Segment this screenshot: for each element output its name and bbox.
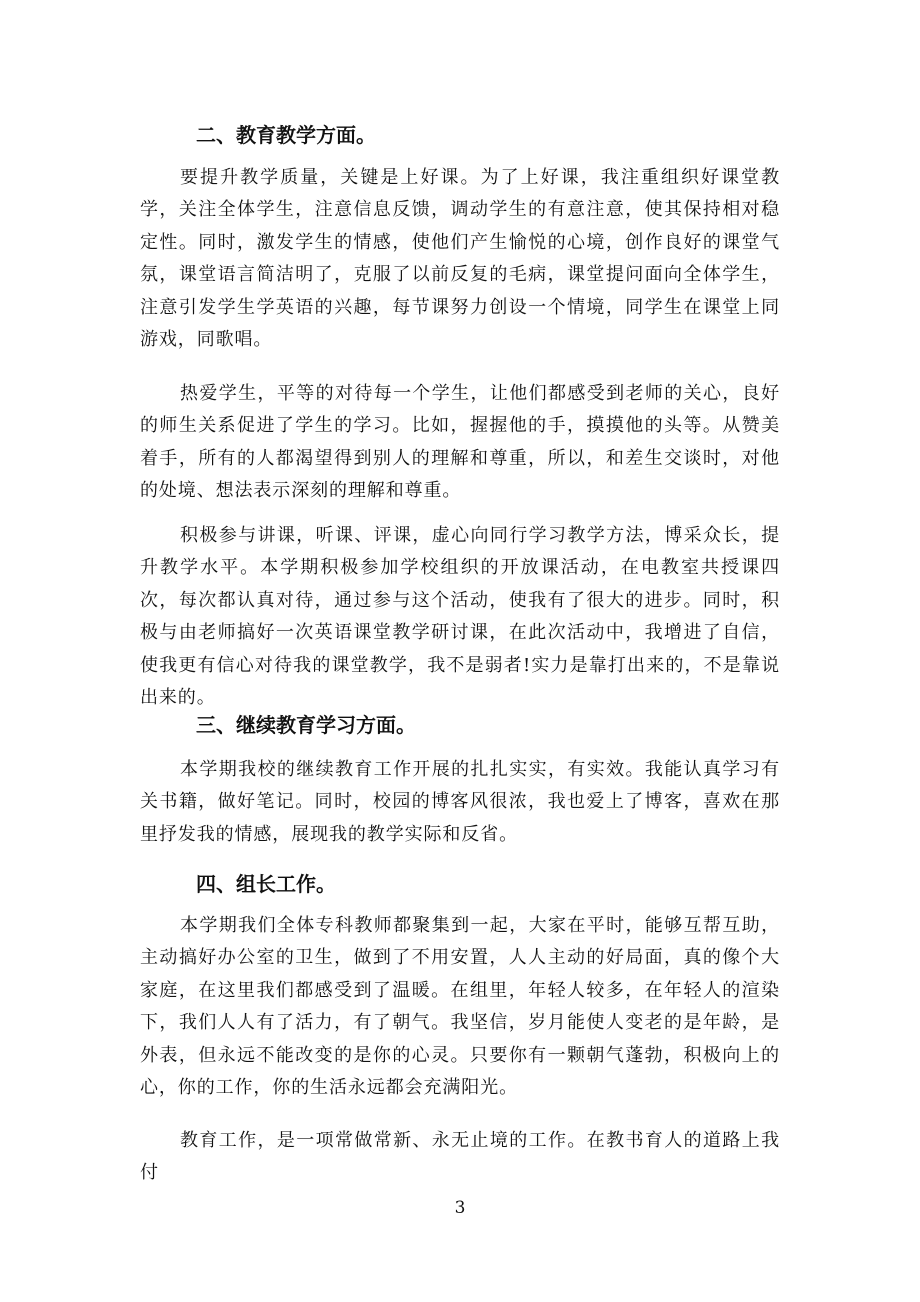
paragraph-lesson-observation: 积极参与讲课，听课、评课，虚心向同行学习教学方法，博采众长，提升教学水平。本学期积极参加学校组织的开放课活动，在电教室共授课四次，每次都认真对待，通过参与这个活动，使我有了很大的进步。同时，积极与由老师搞好一次英语课堂教学研讨课，在此次活动中，我增进了自信，使我更有信心对待我的课堂教学，我不是弱者!实力是靠打出来的，不是靠说出来的。 xyxy=(140,525,780,709)
section-heading-group-leader: 四、组长工作。 xyxy=(196,872,336,896)
paragraph-teaching-quality: 要提升教学质量，关键是上好课。为了上好课，我注重组织好课堂教学，关注全体学生，注意信息反馈，调动学生的有意注意，使其保持相对稳定性。同时，激发学生的情感，使他们产生愉悦的心境，创作良好的课堂气氛，课堂语言简洁明了，克服了以前反复的毛病，课堂提问面向全体学生，注意引发学生学英语的兴趣，每节课努力创设一个情境，同学生在课堂上同游戏，同歌唱。 xyxy=(140,167,780,351)
page-number: 3 xyxy=(454,1198,466,1218)
section-heading-teaching: 二、教育教学方面。 xyxy=(196,123,376,147)
paragraph-group-work: 本学期我们全体专科教师都聚集到一起，大家在平时，能够互帮互助，主动搞好办公室的卫生，做到了不用安置，人人主动的好局面，真的像个大家庭，在这里我们都感受到了温暖。在组里，年轻人较多，在年轻人的渲染下，我们人人有了活力，有了朝气。我坚信，岁月能使人变老的是年龄，是外表，但永远不能改变的是你的心灵。只要你有一颗朝气蓬勃，积极向上的心，你的工作，你的生活永远都会充满阳光。 xyxy=(140,915,780,1099)
paragraph-caring-students: 热爱学生，平等的对待每一个学生，让他们都感受到老师的关心，良好的师生关系促进了学生的学习。比如，握握他的手，摸摸他的头等。从赞美着手，所有的人都渴望得到别人的理解和尊重，所以，和差生交谈时，对他的处境、想法表示深刻的理解和尊重。 xyxy=(140,383,780,502)
paragraph-closing: 教育工作，是一项常做常新、永无止境的工作。在教书育人的道路上我付 xyxy=(140,1130,780,1184)
paragraph-continuing-education: 本学期我校的继续教育工作开展的扎扎实实，有实效。我能认真学习有关书籍，做好笔记。同时，校园的博客风很浓，我也爱上了博客，喜欢在那里抒发我的情感，展现我的教学实际和反省。 xyxy=(140,759,780,845)
section-heading-continuing-education: 三、继续教育学习方面。 xyxy=(196,713,416,737)
